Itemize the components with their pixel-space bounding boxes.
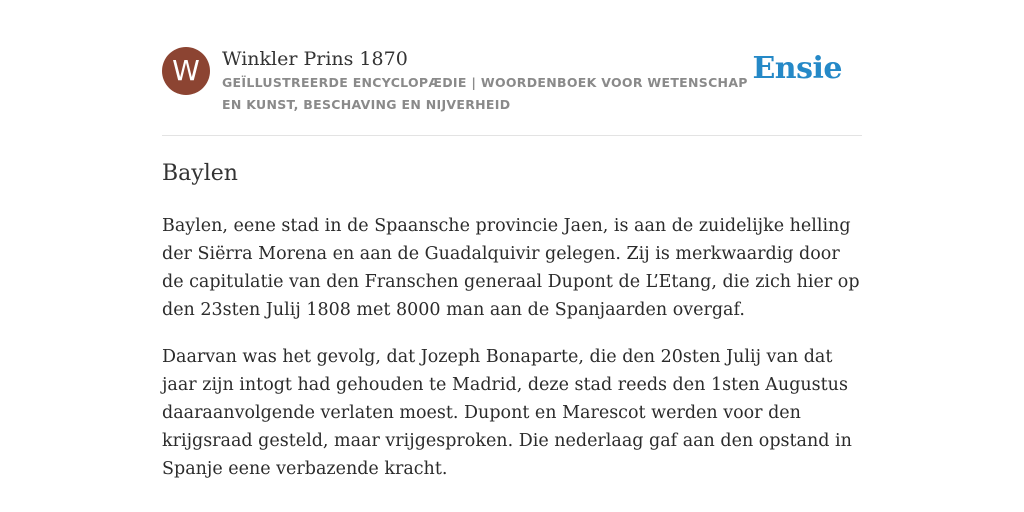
- brand-logo[interactable]: Ensie: [752, 51, 842, 86]
- article-paragraph: Daarvan was het gevolg, dat Jozeph Bonaparte, die den 20sten Julij van dat jaar zijn intogt had gehouden te Madrid, deze stad reeds den 1sten Augustus daaraanvolgende verlaten moest. Dupont en Marescot werden voor den krijgsraad gesteld, maar vrijgesproken. Die nederlaag gaf aan den opstand in Spanje eene verbazende kracht.: [162, 347, 852, 479]
- article-body: [162, 212, 862, 502]
- divider: [162, 135, 862, 136]
- source-avatar[interactable]: W: [162, 47, 210, 95]
- article-title: Baylen: [162, 161, 238, 186]
- source-subtitle: GEÏLLUSTREERDE ENCYCLOPÆDIE | WOORDENBOEK VOOR WETENSCHAP EN KUNST, BESCHAVING EN NIJVERHEID: [222, 75, 748, 112]
- header: [162, 45, 862, 115]
- source-title[interactable]: Winkler Prins 1870: [222, 48, 408, 70]
- article-paragraph: Baylen, eene stad in de Spaansche provincie Jaen, is aan de zuidelijke helling der Siërra Morena en aan de Guadalquivir gelegen. Zij is merkwaardig door de capitulatie van den Franschen generaal Dupont de L’Etang, die zich hier op den 23sten Julij 1808 met 8000 man aan de Spanjaarden overgaf.: [162, 216, 860, 320]
- source-info: [222, 45, 762, 116]
